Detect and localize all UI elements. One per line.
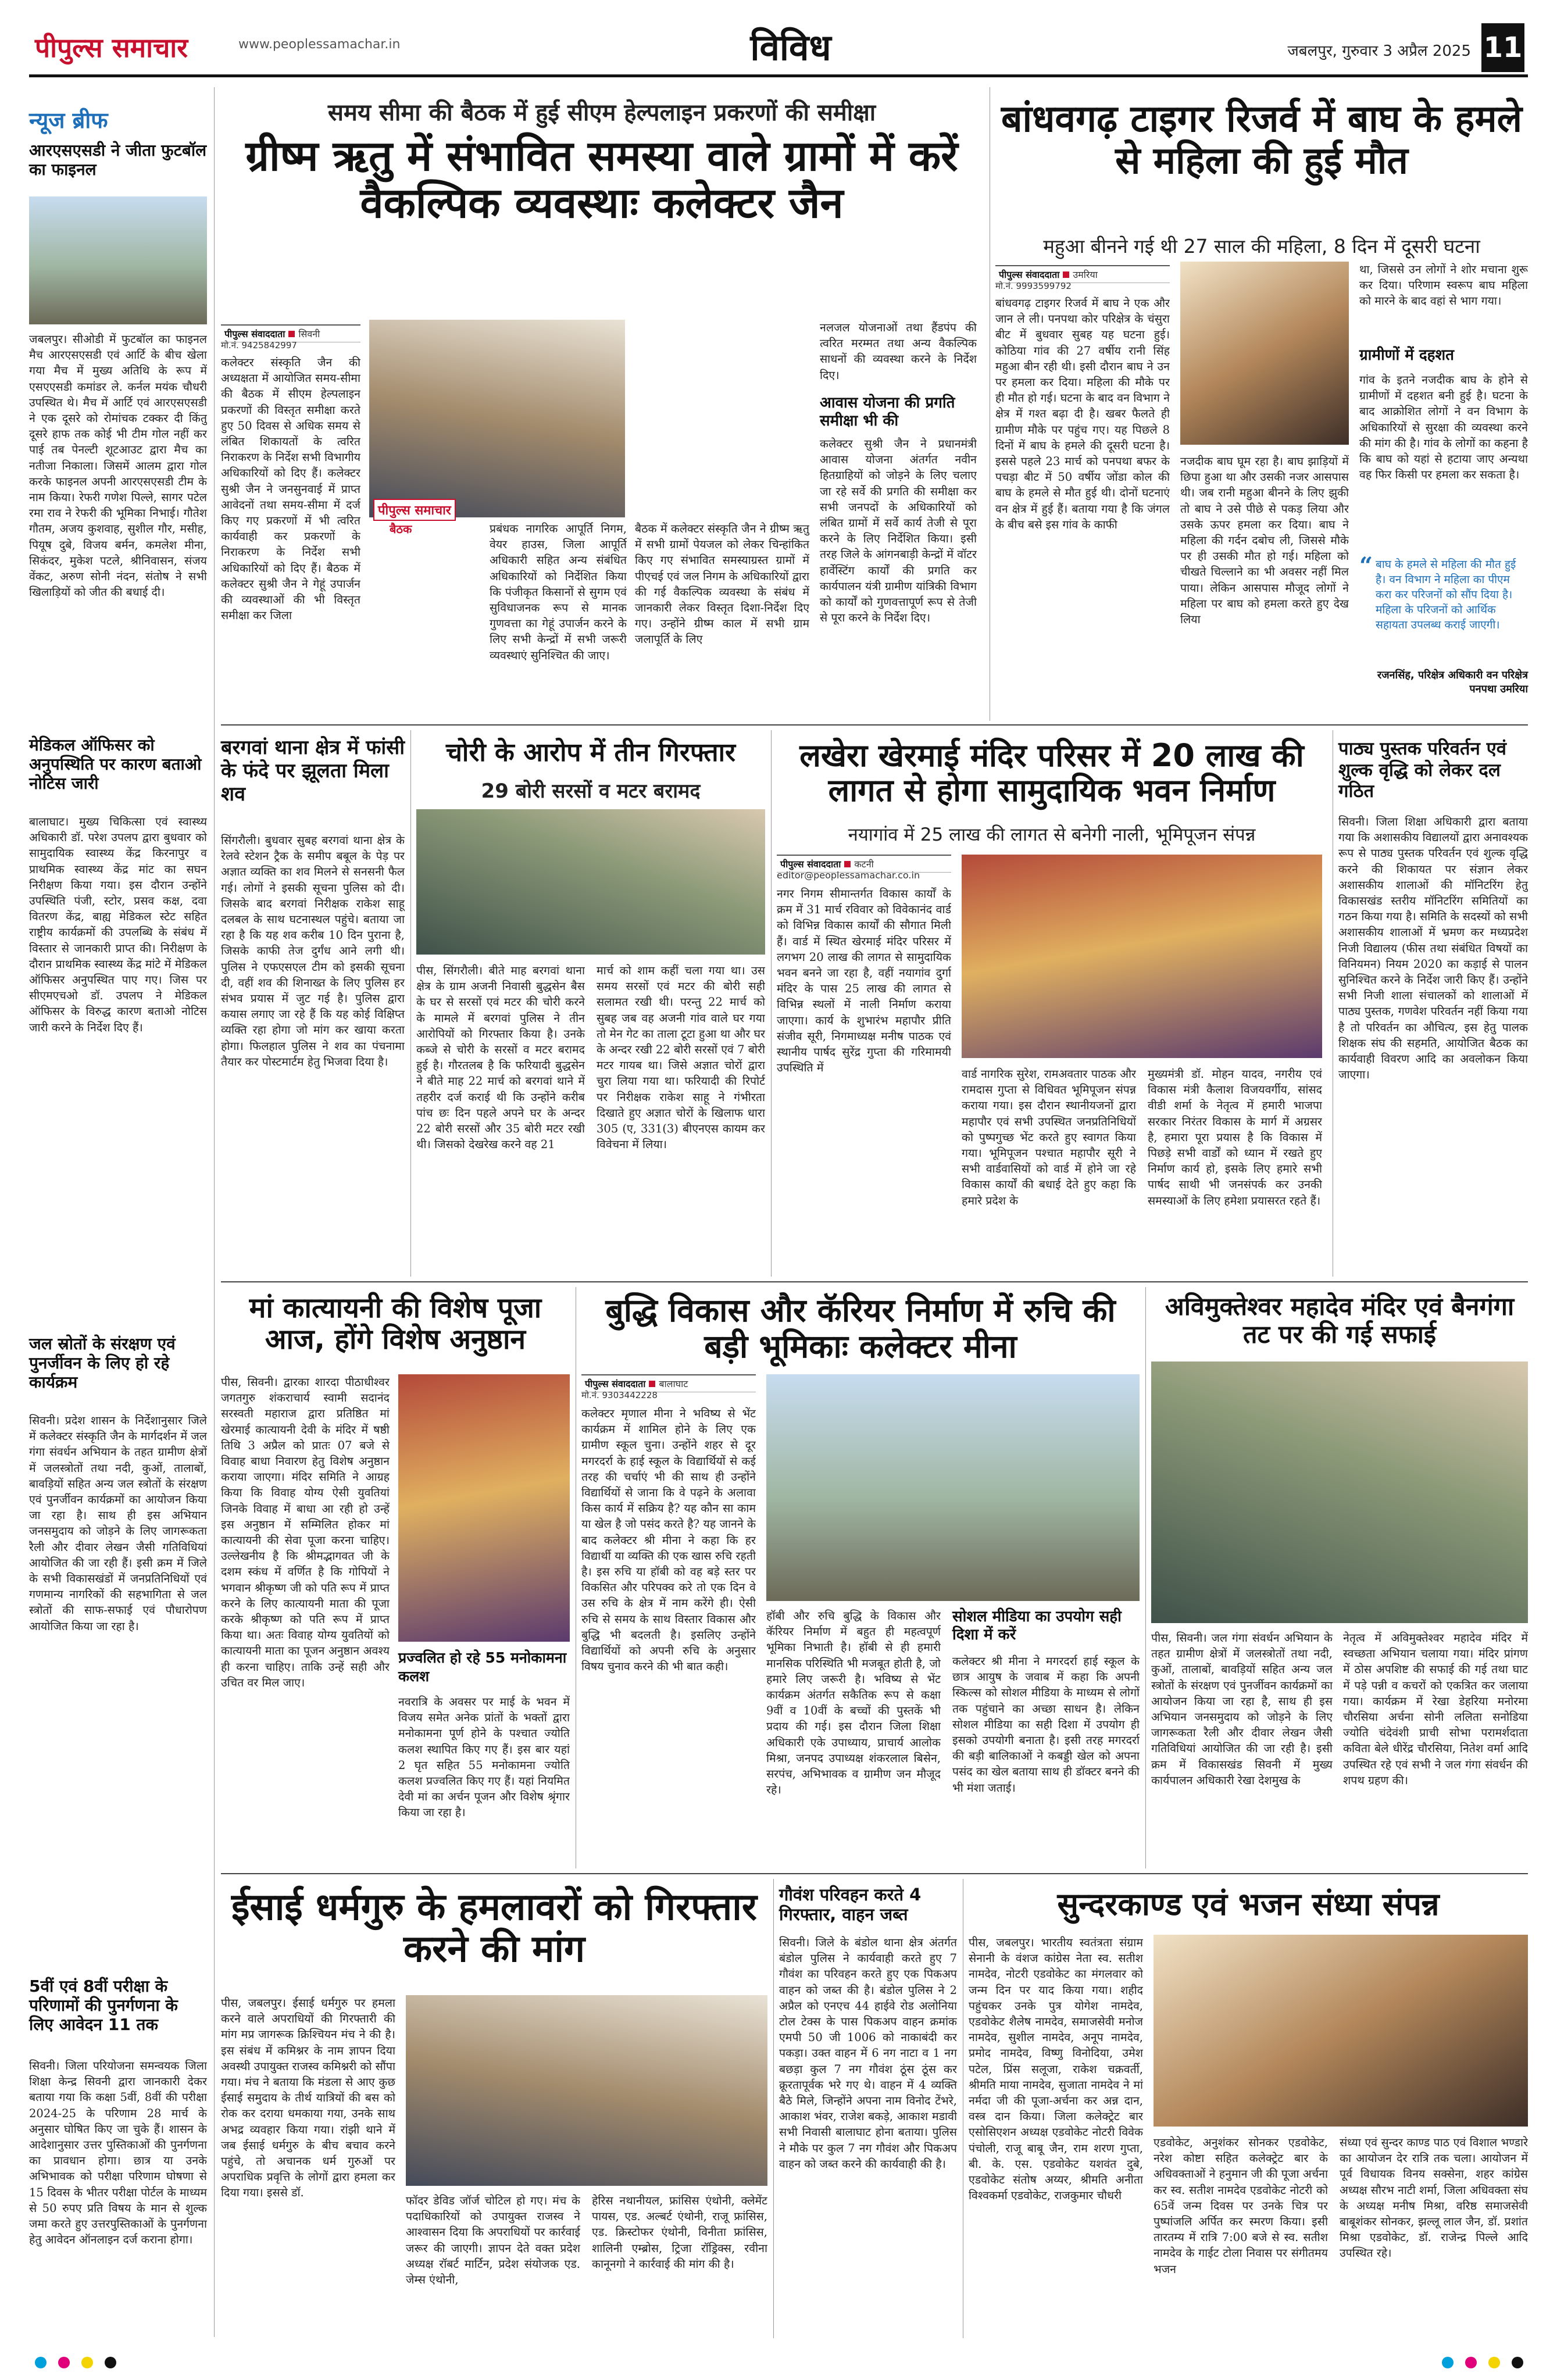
brand-logo: पीपुल्स समाचार	[35, 32, 188, 63]
meena-subhead: सोशल मीडिया का उपयोग सही दिशा में करें	[952, 1608, 1122, 1643]
section-name: विविध	[750, 26, 831, 69]
registration-dot-cyan	[1442, 2357, 1454, 2368]
khermai-byline: पीपुल्स संवाददाता कटनी	[777, 855, 951, 873]
section-rule	[221, 724, 1528, 726]
cattle-headline: गौवंश परिवहन करते 4 गिरफ्तार, वाहन जब्त	[779, 1885, 922, 1925]
tiger-col3a: था, जिससे उन लोगों ने शोर मचाना शुरू कर दिया। परिणाम स्वरूप बाघ महिला को मारने के बाद वहां से भाग गया।	[1359, 263, 1528, 308]
brief-body: जबलपुर। सीओडी में फुटबॉल का फाइनल मैच आरएसएसडी एवं आर्टि के बीच खेला गया मैच में मुख्य अतिथि के रूप में एसएएसडी कमांडर ले. कर्नल मयंक चौधरी उपस्थित थे। मैच में आर्टि एवं आरएसएसडी ने एक दूसरे को रोमांचक टक्कर दी किंतु दूसरे हाफ तक कोई भी टीम गोल नहीं कर पाई तब पेनल्टी शूटआउट द्वारा मैच का नतीजा निकाला। जिसमें आलम द्वारा गोल करके फाइनल अपनी आरएसएसडी टीम के नाम किया। रेफरी गणेश पिल्ले, सागर पटेल रमा राव ने रेफरी की भूमिका निभाई। गौतेश गौतम, अजय कुशवाह, सुशील गौर, मसीह, पियूष दुबे, विजय बर्मन, कमलेश मीना, सिकंदर, मुकेश पटले, श्रीनिवासन, संजय वेंकट, अरुण सोनी नंदन, संतोष ने सभी खिलाड़ियों को जीत की बधाई दी।	[29, 333, 207, 599]
khermai-headline: लखेरा खेरमाई मंदिर परिसर में 20 लाख की लागत से होगा सामुदायिक भवन निर्माण	[799, 737, 1304, 809]
hanging-story	[221, 730, 405, 1277]
brief-body: सिवनी। जिला परियोजना समन्वयक जिला शिक्षा केन्द्र सिवनी द्वारा जानकारी देकर बताया गया कि कक्षा 5वीं, 8वीं की परीक्षा 2024-25 के परिणाम 28 मार्च के अनुसार घोषित किए जा चुके हैं। शासन के आदेशानुसार उत्तर पुस्तिकाओं की पुनर्गणना का प्रावधान होगा। छात्र या उनके अभिभावक को परीक्षा परिणाम घोषणा से 15 दिवस के भीतर परीक्षा पोर्टल के माध्यम से 50 रुपए प्रति विषय के मान से शुल्क जमा करते हुए उत्तरपुस्तिकाओं के पुनर्गणना हेतु आवेदन ऑनलाइन दर्ज कराना होगा।	[29, 2059, 207, 2247]
lead-col2: प्रबंधक नागरिक आपूर्ति निगम, वेयर हाउस, जिला आपूर्ति अधिकारी सहित अन्य संबंधित अधिकारियों को निर्देशित किया कि पंजीकृत किसानों से सुगम एवं सुविधाजनक रूप से मानक गुणवत्ता का गेहूं उपार्जन करने के लिए सभी केन्द्रों में सभी जरूरी व्यवस्थाएं सुनिश्चित की जाए।	[490, 522, 627, 662]
christian-col2: फॉदर डेविड जॉर्ज चोटिल हो गए। मंच के पदाधिकारियों को उपायुक्त राजस्व ने आश्वासन दिया कि अपराधियों पर कार्रवाई जरूर की जाएगी। ज्ञापन देते वक्त प्रदेश अध्यक्ष रॉबर्ट मार्टिन, प्रदेश संयोजक एड. जेम्स एंथोनी,	[406, 2194, 580, 2287]
theft-col1: पीस, सिंगरौली। बीते माह बरगवां थाना क्षेत्र के ग्राम अजनी निवासी बुद्धसेन बैस के घर से सरसों एवं मटर की चोरी करने के मामले में बरगवां पुलिस ने तीन आरोपियों को गिरफ्तार किया है। उनके कब्जे से चोरी के सरसों व मटर बरामद हुई है। गौरतलब है कि फरियादी बुद्धसेन ने बीते माह 22 मार्च को बरगवां थाने में तहरीर दर्ज कराई थी कि उन्होंने करीब पांच छः दिन पहले अपने घर के अन्दर 22 बोरी सरसों और 35 बोरी मटर रखी थी। जिसको देखरेख करने वह 21	[416, 964, 585, 1152]
cattle-story	[779, 1879, 957, 2338]
theft-subheadline: 29 बोरी सरसों व मटर बरामद	[481, 780, 701, 803]
meena-story	[581, 1287, 1140, 1868]
registration-dot-cyan	[35, 2357, 47, 2368]
brief-column	[29, 87, 207, 2337]
section-rule	[221, 1873, 1528, 1874]
column-divider	[214, 87, 215, 2337]
meena-byline: पीपुल्स संवाददाता बालाघाट	[581, 1374, 756, 1392]
lead-photo-seal-place: बैठक	[390, 522, 412, 536]
christian-photo-memorandum	[406, 1995, 767, 2186]
cattle-body: सिवनी। जिले के बंडोल थाना क्षेत्र अंतर्गत बंडोल पुलिस ने कार्यवाही करते हुए 7 गौवंश का परिवहन करते हुए एक पिकअप वाहन को जब्त की है। बंडोल पुलिस ने 2 अप्रैल को एनएच 44 हाईवे रोड अलोनिया टोल टेक्स के पास पिकअप वाहन क्रमांक एमपी 50 जी 1006 को नाकाबंदी कर पकड़ा। उक्त वाहन में 6 नग नाटा व 1 नग बछड़ा कुल 7 नग गौवंश ठूंस ठूंस कर क्रूरतापूर्वक भरे गए थे। वाहन में 4 व्यक्ति बैठे मिले, जिन्होंने अपना नाम विनोद टेंभरे, आकाश भंवर, राजेश बकड़े, आकाश मडावी सभी निवासी बालाघाट होना बताया। पुलिस ने मौके पर कुल 7 नग गौवंश और पिकअप वाहन को जब्त करने की कार्यवाही की है।	[779, 1936, 957, 2171]
tiger-story	[995, 87, 1528, 721]
katyayani-caption: प्रज्वलित हो रहे 55 मनोकामना कलश	[398, 1649, 567, 1685]
section-rule	[221, 1281, 1528, 1282]
registration-dot-magenta	[1465, 2357, 1477, 2368]
tiger-col1: बांधवगढ़ टाइगर रिजर्व में बाघ ने एक और जान ले ली। पनपथा कोर परिक्षेत्र के चंसुरा बीट में बुधवार सुबह यह घटना हुई। कोठिया गांव की 27 वर्षीय रानी सिंह महुआ बीन रही थी। इसी दौरान बाघ ने उन पर हमला कर दिया। महिला की मौके पर ही मौत हो गई। घटना के बाद वन विभाग ने क्षेत्र में गश्त बढ़ा दी है। खबर फैलते ही ग्रामीण मौके पर पहुंच गए। यह पिछले 8 दिनों में बाघ के हमले की दूसरी घटना है। इससे पहले 23 मार्च को पनपथा बफर के पचड़ा बीट में 50 वर्षीय जोंडा कोल की बाघ के हमले से मौत हुई थी। दोनों घटनाएं वन क्षेत्र में हुई हैं। बताया गया है कि जंगल के बीच बसे इस गांव के काफी	[995, 296, 1170, 531]
lead-col3: बैठक में कलेक्टर संस्कृति जैन ने ग्रीष्म ऋतु में सभी ग्रामों पेयजल को लेकर चिन्हांकित किए गए संभावित समस्याग्रस्त ग्रामों में पीएचई एवं जल निगम के अधिकारियों द्वारा की गई वैकल्पिक व्यवस्था के संबंध में जानकारी लेकर विस्तृत दिशा-निर्देश दिए गए। उन्होंने ग्रीष्म काल में सभी ग्राम जलापूर्ति के लिए	[635, 522, 809, 646]
brief-photo-football	[29, 196, 207, 324]
column-divider	[410, 730, 411, 1277]
tiger-subhead: ग्रामीणों में दहशत	[1359, 346, 1454, 364]
registration-dot-black	[1512, 2357, 1523, 2368]
lead-col1: कलेक्टर संस्कृति जैन की अध्यक्षता में आयोजित समय-सीमा की बैठक में सीएम हेल्पलाइन प्रकरणों की विस्तृत समीक्षा करते हुए 50 दिवस से अधिक समय से लंबित शिकायतों के त्वरित निराकरण के निर्देश सभी विभागीय अधिकारियों को दिए हैं। कलेक्टर सुश्री जैन ने जनसुनवाई में प्राप्त आवेदनों तथा समय-सीमा में दर्ज किए गए प्रकरणों में भी त्वरित कार्यवाही कर प्रकरणों के निराकरण के निर्देश सभी अधिकारियों को दिए हैं। बैठक में कलेक्टर सुश्री जैन ने गेहूं उपार्जन की व्यवस्थाओं की भी विस्तृत समीक्षा कर जिला	[221, 356, 360, 623]
christian-col3: हेरिस नथानीयल, फ्रांसिस एंथोनी, क्लेमेंट पायस, एड. अल्बर्ट एंथोनी, राजू फ्रांसिस, एड. क्रिस्टोफर एंथोनी, विनीता फ्रांसिस, शालिनी एम्ब्रोस, ट्रिजा रॉड्रिक्स, रवीना कानूनगो ने कार्रवाई की मांग की है।	[592, 2194, 767, 2271]
brief-title: मेडिकल ऑफिसर को अनुपस्थिति पर कारण बताओ नोटिस जारी	[29, 735, 202, 794]
hanging-headline: बरगवां थाना क्षेत्र में फांसी के फंदे पर झूलता मिला शव	[221, 736, 405, 806]
khermai-photo-bhoomipujan	[962, 855, 1322, 1058]
dateline: जबलपुर, गुरुवार 3 अप्रैल 2025	[1287, 42, 1471, 60]
tiger-byline: पीपुल्स संवाददाता उमरिया	[995, 265, 1170, 283]
registration-dot-magenta	[58, 2357, 70, 2368]
khermai-email[interactable]: editor@peoplessamachar.co.in	[777, 870, 920, 881]
lead-story	[221, 87, 983, 721]
column-divider	[771, 730, 772, 1277]
textbook-body: सिवनी। जिला शिक्षा अधिकारी द्वारा बताया गया कि अशासकीय विद्यालयों द्वारा अनावश्यक रूप से पाठ्य पुस्तक परिवर्तन एवं शुल्क वृद्धि करने की शिकायत पर संज्ञान लेकर अशासकीय शालाओं की मॉनिटरिंग हेतु विकासखंड स्तरीय मॉनिटरिंग समितियों का गठन किया गया है। समिति के सदस्यों को सभी अशासकीय शालाओं में भ्रमण कर मध्यप्रदेश निजी विद्यालय (फीस तथा संबंधित विषयों का विनियमन) नियम 2020 का कड़ाई से पालन सुनिश्चित करने के निर्देश जारी किए हैं। उन्होंने सभी निजी शाला संचालकों को शालाओं में पाठ्य पुस्तक, गणवेश परिवर्तन नहीं किया गया है तो परिवर्तन का औचित्य, इस हेतु पालक शिक्षक संघ की सहमति, आयोजित बैठक का कार्यवाही विवरण आदि का अवलोकन किया जाएगा।	[1338, 815, 1528, 1082]
textbook-story	[1338, 730, 1528, 1277]
registration-dot-yellow	[1488, 2357, 1500, 2368]
khermai-col2: वार्ड नागरिक सुरेश, रामअवतार पाठक और रामदास गुप्ता से विधिवत भूमिपूजन संपन्न कराया गया। इस दौरान स्थानीयजनों द्वारा महापौर एवं सभी उपस्थित जनप्रतिनिधियों को पुष्पगुच्छ भेंट करते हुए स्वागत किया गया। भूमिपूजन पश्चात महापौर सूरी ने सभी वार्डवासियों को वार्ड में होने जा रहे विकास कार्यों की बधाई देते हुए कहा कि हमारे प्रदेश के	[962, 1067, 1136, 1207]
avimukt-story	[1151, 1287, 1528, 1868]
brief-title: 5वीं एवं 8वीं परीक्षा के परिणामों की पुनर्गणना के लिए आवेदन 11 तक	[29, 1977, 178, 2035]
sundarkand-col2: एडवोकेट, अनुशंकर सोनकर एडवोकेट, नरेश कोष्टा सहित कलेक्ट्रेट बार के अधिवक्ताओं ने हनुमान जी की पूजा अर्चना कर स्व. सतीश नामदेव एडवोकेट नोटरी को 65वें जन्म दिवस पर उनके चित्र पर पुष्पांजलि अर्पित कर स्मरण किया। इसी तारतम्य में रात्रि 7:00 बजे से स्व. सतीश नामदेव के गाईट टोला निवास पर संगीतमय भजन	[1154, 2136, 1328, 2276]
avimukt-col2: नेतृत्व में अविमुक्तेश्वर महादेव मंदिर में स्वच्छता अभियान चलाया गया। मंदिर प्रांगण में ठोस अपशिष्ट की सफाई की गई तथा घाट में पड़े पन्नी व कचरों को एकत्रित कर जलाया गया। कार्यक्रम में रेखा डेहरिया मनोरमा चौरसिया अर्चना सोनी ललिता सनोडिया ज्योति चंदेवंशी प्राची सोभा परामर्शदाता कविता बेले धीरेंद्र चौरसिया, नितेश वर्मा आदि उपस्थित रहे एवं सभी ने जल गंगा संवर्धन की शपथ ग्रहण की।	[1343, 1631, 1528, 1787]
column-divider	[773, 1879, 774, 2338]
meena-mobile: मो.नं. 9303442228	[581, 1390, 658, 1400]
page-number: 11	[1481, 23, 1524, 72]
sundarkand-photo-bhajan	[1154, 1935, 1528, 2127]
sundarkand-col3: संध्या एवं सुन्दर काण्ड पाठ एवं विशाल भण्डारे का आयोजन देर रात्रि तक चला। आयोजन में पूर्व विधायक विनय सक्सेना, शहर कांग्रेस अध्यक्ष सौरभ नाटी शर्मा, जिला अधिवक्ता संघ के अध्यक्ष मनीष मिश्रा, वरिष्ठ समाजसेवी बाबूशंकर सोनकर, झल्लू लाल जैन, डॉ. प्रशांत मिश्रा एडवोकेट, डॉ. राजेन्द्र पिल्ले आदि उपस्थित रहे।	[1340, 2136, 1528, 2260]
tiger-subheadline: महुआ बीनने गई थी 27 साल की महिला, 8 दिन में दूसरी घटना	[1043, 235, 1480, 258]
lead-byline: पीपुल्स संवाददाता सिवनी	[221, 324, 360, 342]
site-url[interactable]: www.peoplessamachar.in	[238, 37, 401, 52]
textbook-headline: पाठ्य पुस्तक परिवर्तन एवं शुल्क वृद्धि को लेकर दल गठित	[1338, 738, 1506, 802]
theft-col2: मार्च को शाम कहीं चला गया था। उस समय सरसों एवं मटर की बोरी सही सलामत रखी थी। परन्तु 22 मार्च को सुबह जब वह अजनी गांव वाले घर गया तो मेन गेट का ताला टूटा हुआ था और घर के अन्दर रखी 22 बोरी सरसों एवं 7 बोरी मटर गायब था। जिसे अज्ञात चोरों द्वारा चुरा लिया गया था। फरियादी की रिपोर्ट पर निरीक्षक राकेश साहू ने गंभीरता दिखाते हुए अज्ञात चोरों के खिलाफ धारा 305 (ए, 331(3) बीएनएस कायम कर विवेचना में लिया।	[597, 964, 765, 1152]
lead-photo-seal: पीपुल्स समाचार	[373, 499, 456, 521]
lead-mobile: मो.नं. 9425842997	[221, 340, 297, 351]
brief-body: सिवनी। प्रदेश शासन के निर्देशानुसार जिले में कलेक्टर संस्कृति जैन के मार्गदर्शन में जल गंगा संवर्धन अभियान के तहत ग्रामीण क्षेत्रों में जलस्त्रोतों तथा नदी, कुओं, तालाबों, बावड़ियों सहित अन्य जल स्त्रोतों के संरक्षण एवं पुनर्जीवन कार्यक्रमों का आयोजन किया जा रहा है। साथ ही इस अभियान जनसमुदाय को जोड़ने के लिए जागरूकता रैली और दीवार लेखन जैसी गतिविधियां आयोजित की जा रही हैं। इसी क्रम में जिले के सभी विकासखंडों में जनप्रतिनिधियों एवं गणमान्य नागरिकों की सहभागिता से जल स्त्रोतों की साफ-सफाई एवं पौधारोपण आयोजित किया जा रहा है।	[29, 1414, 207, 1633]
meena-col2: हॉबी और रुचि बुद्धि के विकास और कॅरियर निर्माण में बहुत ही महत्वपूर्ण भूमिका निभाती है। हॉबी से ही हमारी मानसिक परिस्थिति भी मजबूत होती है, जो हमारे लिए जरूरी है। भविष्य से भेंट कार्यक्रम अंतर्गत सकैतिक रूप से कक्षा 9वीं व 10वीं के बच्चों की पुस्तकें भी प्रदाय की गई। इस दौरान जिला शिक्षा अधिकारी एके उपाध्याय, प्राचार्य आलोक मिश्रा, जनपद उपाध्यक्ष शंकरलाल बिसेन, सरपंच, अभिभावक व ग्रामीण जन मौजूद रहे।	[766, 1609, 941, 1797]
masthead-rule	[29, 74, 1528, 77]
christian-story	[221, 1879, 767, 2338]
meena-photo-ceremony	[766, 1374, 1140, 1601]
sundarkand-col1: पीस, जबलपुर। भारतीय स्वतंत्रता संग्राम सेनानी के वंशज कांग्रेस नेता स्व. सतीश नामदेव, नोटरी एडवोकेट का मंगलवार को जन्म दिन पर याद किया गया। शहीद पहुंचकर उनके पुत्र योगेश नामदेव, एडवोकेट शैलेष नामदेव, समाजसेवी मनोज नामदेव, सुशील नामदेव, अनूप नामदेव, प्रमोद नामदेव, विष्णु विनोदिया, उमेश पटेल, प्रिंस सलूजा, राकेश चक्रवर्ती, श्रीमति माया नामदेव, सुजाता नामदेव ने मां नर्मदा जी की पूजा-अर्चना कर अन्न दान, वस्त्र दान किया। जिला कलेक्ट्रेट बार एसोसिएशन अध्यक्ष एडवोकेट नोटरी विवेक पंचोली, राजू बाबू जैन, राम शरण गुप्ता, बी. के. एस. एडवोकेट यशवंत दुबे, एडवोकेट संतोष अय्यर, श्रीमति अनीता विश्वकर्मा एडवोकेट, राजकुमार चौधरी	[969, 1936, 1143, 2203]
tiger-col2: नजदीक बाघ घूम रहा है। बाघ झाड़ियों में छिपा हुआ था और उसकी नजर आसपास थी। जब रानी महुआ बीनने के लिए झुकी तो बाघ ने उसे पीछे से पकड़ लिया और उसके ऊपर हमला कर दिया। बाघ ने महिला की गर्दन दबोच ली, जिससे मौके पर ही उसकी मौत हो गई। महिला को चीखते चिल्लाने का भी अवसर नहीं मिल पाया। लेकिन आसपास मौजूद लोगों ने महिला पर बाघ को हमला करते हुए देख लिया	[1180, 455, 1349, 627]
katyayani-col1: पीस, सिवनी। द्वारका शारदा पीठाधीश्वर जगतगुरु शंकराचार्य स्वामी सदानंद सरस्वती महाराज द्वारा प्रतिष्ठित मां खेरमाई कात्यायनी देवी के मंदिर में षष्ठी तिथि 3 अप्रैल को प्रातः 07 बजे से विवाह बाधा निवारण हेतु विशेष अनुष्ठान कराया जाएगा। मंदिर समिति ने आग्रह किया कि विवाह योग्य ऐसी युवतियां जिनके विवाह में बाधा आ रही हो उन्हें इस अनुष्ठान में सम्मिलित होकर मां कात्यायनी की सेवा पूजा करना चाहिए। उल्लेखनीय है कि श्रीमद्भागवत जी के दशम स्कंध में वर्णित है कि गोपियों ने भगवान श्रीकृष्ण जी को पति रूप में प्राप्त करने के लिए कात्यायनी माता की पूजा करके श्रीकृष्ण को पति रूप में प्राप्त किया था। अतः विवाह योग्य युवतियों को कात्यायनी माता का पूजन अनुष्ठान अवश्य ही करना चाहिए। ताकि उन्हें सही और उचित वर मिल जाए।	[221, 1375, 390, 1689]
avimukt-headline: अविमुक्तेश्वर महादेव मंदिर एवं बैनगंगा तट पर की गई सफाई	[1165, 1292, 1515, 1350]
hanging-body: सिंगरौली। बुधवार सुबह बरगवां थाना क्षेत्र के रेलवे स्टेशन ट्रैक के समीप बबूल के पेड़ पर अज्ञात व्यक्ति का शव मिलने से सनसनी फैल गई। लोगों ने इसकी सूचना पुलिस को दी। जिसके बाद बरगवां निरीक्षक राकेश साहू दलबल के साथ घटनास्थल पहुंचे। बताया जा रहा है कि यह शव करीब 10 दिन पुराना है, जिसके काफी तेज दुर्गंध आने लगी थी। पुलिस ने एफएसएल टीम को इसकी सूचना दी, वहीं शव की शिनाख्त के लिए पुलिस हर संभव प्रयास में जुट गई है। पुलिस द्वारा कयास लगाए जा रहे हैं कि यह कोई विक्षिप्त व्यक्ति रहा होगा जो मांग कर खाया करता होगा। फिलहाल पुलिस ने शव का पंचनामा तैयार कर पोस्टमार्टम हेतु भिजवा दिया है।	[221, 834, 405, 1069]
quote-mark-icon: “	[1359, 552, 1373, 580]
khermai-story	[777, 730, 1327, 1277]
katyayani-col2: नवरात्रि के अवसर पर माई के भवन में विजय समेत अनेक प्रांतों के भक्तों द्वारा मनोकामना पूर्ण होने के पश्चात ज्योति कलश स्थापित किए गए हैं। इस बार यहां 2 घृत सहित 55 मनोकामना ज्योति कलश प्रज्वलित किए गए हैं। यहां नियमित देवी मां का अर्चन पूजन और विशेष श्रृंगार किया जा रहा है।	[398, 1695, 570, 1820]
masthead	[0, 0, 1557, 81]
theft-photo-accused	[416, 809, 765, 955]
christian-headline: ईसाई धर्मगुरु के हमलावरों को गिरफ्तार करने की मांग	[231, 1886, 757, 1971]
brief-body: बालाघाट। मुख्य चिकित्सा एवं स्वास्थ्य अधिकारी डॉ. परेश उपलप द्वारा बुधवार को सामुदायिक स्वास्थ्य केंद्र किरनापुर व प्राथमिक स्वास्थ्य केंद्र मांट का सघन निरीक्षण किया गया। इस दौरान उन्होंने उपस्थिति पंजी, स्टोर, प्रसव कक्ष, दवा वितरण केंद्र, बाह्य मेडिकल स्टेट सहित राष्ट्रीय कार्यक्रमों की उपलब्धि के संबंध में विस्तार से जानकारी प्राप्त की। निरीक्षण के दौरान प्राथमिक स्वास्थ्य केंद्र मांटे में मेडिकल ऑफिसर अनुपस्थित पाए गए। जिस पर सीएमएचओ डॉ. उपलप ने मेडिकल ऑफिसर के विरुद्ध कारण बताओ नोटिस जारी करने के निर्देश दिए हैं।	[29, 815, 207, 1034]
meena-col1: कलेक्टर मृणाल मीना ने भविष्य से भेंट कार्यक्रम में शामिल होने के लिए एक ग्रामीण स्कूल चुना। उन्होंने शहर से दूर मगरदर्रा के हाई स्कूल के विद्यार्थियों से कई तरह की चर्चाएं भी की साथ ही उन्होंने विद्यार्थियों से जाना कि वे पढ़ने के अलावा किस कार्य में सक्रिय है? यह कौन सा काम या खेल है जो पसंद करते है? यह जानने के बाद कलेक्टर श्री मीना ने कहा कि हर विद्यार्थी या व्यक्ति की एक खास रुचि रहती है। इस रुचि या हॉबी को वह बड़े स्तर पर विकसित और परिपक्व करे तो एक दिन वे उस रुचि के क्षेत्र में नाम करेंगे ही। ऐसी रुचि से समय के साथ विस्तार विकास और बुद्धि भी बदलती है। इसलिए उन्होंने विद्यार्थियों को अपनी रुचि के अनुसार विषय चुनाव करने की भी बात कही।	[581, 1407, 756, 1674]
meena-col3: कलेक्टर श्री मीना ने मगरदर्रा हाई स्कूल के छात्र आयुष के जवाब में कहा कि अपनी स्किल्स को सोशल मीडिया के माध्यम से लोगों तक पहुंचाने का अच्छा साधन है। लेकिन सोशल मीडिया का सही दिशा में उपयोग ही इसको उपयोगी बनाता है। इसी तरह मगरदर्रा की बड़ी बालिकाओं ने कबड्डी खेल को अपना पसंद का खेल बताया साथ ही डॉक्टर बनने की भी मंशा जताई।	[952, 1654, 1140, 1795]
brief-label: न्यूज ब्रीफ	[29, 108, 108, 133]
column-divider	[1145, 1287, 1146, 1868]
katyayani-photo-goddess	[398, 1374, 570, 1642]
tiger-quote-name: रजनसिंह, परिक्षेत्र अधिकारी वन परिक्षेत्र पनपथा उमरिया	[1377, 669, 1528, 695]
brief-title: जल स्रोतों के संरक्षण एवं पुनर्जीवन के लिए हो रहे कार्यक्रम	[29, 1334, 176, 1392]
tiger-photo-victim	[1180, 262, 1349, 445]
registration-dot-black	[105, 2357, 116, 2368]
khermai-col1: नगर निगम सीमान्तर्गत विकास कार्यों के क्रम में 31 मार्च रविवार को विवेकानंद वार्ड को विभिन्न विकास कार्यों की सौगात मिली हैं। वार्ड में स्थित खेरमाई मंदिर परिसर में लगभग 20 लाख की लागत से सामुदायिक भवन बनने जा रहा है, वहीं नयागांव दुर्गा मंदिर के पास 25 लाख की लागत से विभिन्न स्थलों में नाली निर्माण कराया जाएगा। कार्य के शुभारंभ महापौर प्रीति संजीव सूरी, निगमाध्यक्ष मनीष पाठक एवं स्थानीय पार्षद सुरेंद्र गुप्ता की गरिमामयी उपस्थिति में	[777, 887, 951, 1075]
katyayani-story	[221, 1287, 570, 1868]
sundarkand-story	[969, 1879, 1528, 2338]
registration-marks	[35, 2354, 1523, 2372]
theft-headline: चोरी के आरोप में तीन गिरफ्तार	[445, 738, 736, 767]
registration-dot-yellow	[81, 2357, 93, 2368]
lead-kicker: समय सीमा की बैठक में हुई सीएम हेल्पलाइन प्रकरणों की समीक्षा	[327, 99, 876, 126]
tiger-mobile: मो.नं. 9993599792	[995, 281, 1072, 291]
tiger-quote: बाघ के हमले से महिला की मौत हुई है। वन विभाग ने महिला का पीएम करा कर परिजनों को सौंप दिया है। महिला के परिजनों को आर्थिक सहायता उपलब्ध कराई जाएगी।	[1376, 558, 1516, 631]
avimukt-col1: पीस, सिवनी। जल गंगा संवर्धन अभियान के तहत ग्रामीण क्षेत्रों में जलस्त्रोतों तथा नदी, कुओं, तालाबों, बावड़ियों सहित अन्य जल स्त्रोतों के संरक्षण एवं पुनर्जीवन कार्यक्रमों का आयोजन किया जा रहा है, साथ ही इस अभियान जनसमुदाय को जोड़ने के लिए जागरूकता रैली और दीवार लेखन जैसी गतिविधियां आयोजित की जा रही है। इसी क्रम में विकासखंड सिवनी में मुख्य कार्यपालन अधिकारी रेखा देशमुख के	[1151, 1631, 1333, 1787]
khermai-col3: मुख्यमंत्री डॉ. मोहन यादव, नगरीय एवं विकास मंत्री कैलाश विजयवर्गीय, सांसद वीडी शर्मा के नेतृत्व में हमारी भाजपा सरकार निरंतर विकास के मार्ग में अग्रसर है, हमारा पूरा प्रयास है कि विकास में पिछड़े सभी वार्डों को ध्यान में रखते हुए निर्माण कार्य हो, इसके लिए हमारे सभी पार्षद साथी भी जनसंपर्क कर उनकी समस्याओं के लिए हमेशा प्रयासरत रहते हैं।	[1148, 1067, 1322, 1207]
brief-title: आरएसएसडी ने जीता फुटबॉल का फाइनल	[29, 141, 207, 180]
tiger-col3b: गांव के इतने नजदीक बाघ के होने से ग्रामीणों में दहशत बनी हुई है। घटना के बाद आक्रोशित लोगों ने वन विभाग के अधिकारियों से सुरक्षा की व्यवस्था करने की मांग की है। गांव के लोगों का कहना है कि बाघ को यहां से हटाया जाए अन्यथा वह फिर किसी पर हमला कर सकता है।	[1359, 373, 1528, 482]
sundarkand-headline: सुन्दरकाण्ड एवं भजन संध्या संपन्न	[1057, 1886, 1440, 1922]
lead-subhead: आवास योजना की प्रगति समीक्षा भी की	[820, 394, 955, 430]
avimukt-photo-cleanup	[1151, 1361, 1528, 1623]
theft-story	[416, 730, 765, 1277]
meena-headline: बुद्धि विकास और कॅरियर निर्माण में रुचि की बड़ी भूमिकाः कलेक्टर मीना	[605, 1292, 1116, 1365]
lead-photo-meeting	[369, 320, 625, 517]
lead-col4: नलजल योजनाओं तथा हैंडपंप की त्वरित मरम्मत तथा अन्य वैकल्पिक साधनों की व्यवस्था करने के निर्देश दिए।	[820, 321, 977, 382]
tiger-headline: बांधवगढ़ टाइगर रिजर्व में बाघ के हमले से महिला की हुई मौत	[1001, 98, 1523, 183]
khermai-subheadline: नयागांव में 25 लाख की लागत से बनेगी नाली, भूमिपूजन संपन्न	[848, 824, 1256, 845]
christian-col1: पीस, जबलपुर। ईसाई धर्मगुरु पर हमला करने वाले अपराधियों की गिरफ्तारी की मांग मप्र जागरूक क्रिश्चियन मंच ने की है। इस संबंध में कमिश्नर के नाम ज्ञापन दिया अवस्थी उपायुक्त राजस्व कमिश्नरी को सौंपा गया। मंच ने बताया कि मंडला से आए कुछ ईसाई समुदाय के तीर्थ यात्रियों की बस को रोक कर दराया धमकाया गया, उनके साथ अभद्र व्यवहार किया गया। रांझी थाने में जब ईसाई धर्मगुरु के बीच बचाव करने पहुंचे, तो अचानक धर्म गुरुओं पर अपराधिक प्रवृत्ति के लोगों द्वारा हमला कर दिया गया। इससे डॉ.	[221, 1996, 395, 2200]
lead-col4b: कलेक्टर सुश्री जैन ने प्रधानमंत्री आवास योजना अंतर्गत नवीन हितग्राहियों को जोड़ने के लिए चलाए जा रहे सर्वे की प्रगति की समीक्षा कर सभी जनपदों के अधिकारियों को लंबित ग्रामों में सर्वे कार्य तेजी से पूरा करने के लिए निर्देशित किया। इसी तरह जिले के आंगनबाड़ी केन्द्रों में वॉटर हार्वेस्टिंग कार्यों की प्रगति कर कार्यपालन यंत्री ग्रामीण यांत्रिकी विभाग को कार्यों को गुणवत्तापूर्ण रूप से तेजी से पूरा करने के निर्देश दिए।	[820, 437, 977, 625]
lead-headline: ग्रीष्म ऋतु में संभावित समस्या वाले ग्रामों में करें वैकल्पिक व्यवस्थाः कलेक्टर जैन	[245, 131, 958, 227]
katyayani-headline: मां कात्यायनी की विशेष पूजा आज, होंगे विशेष अनुष्ठान	[249, 1292, 542, 1356]
